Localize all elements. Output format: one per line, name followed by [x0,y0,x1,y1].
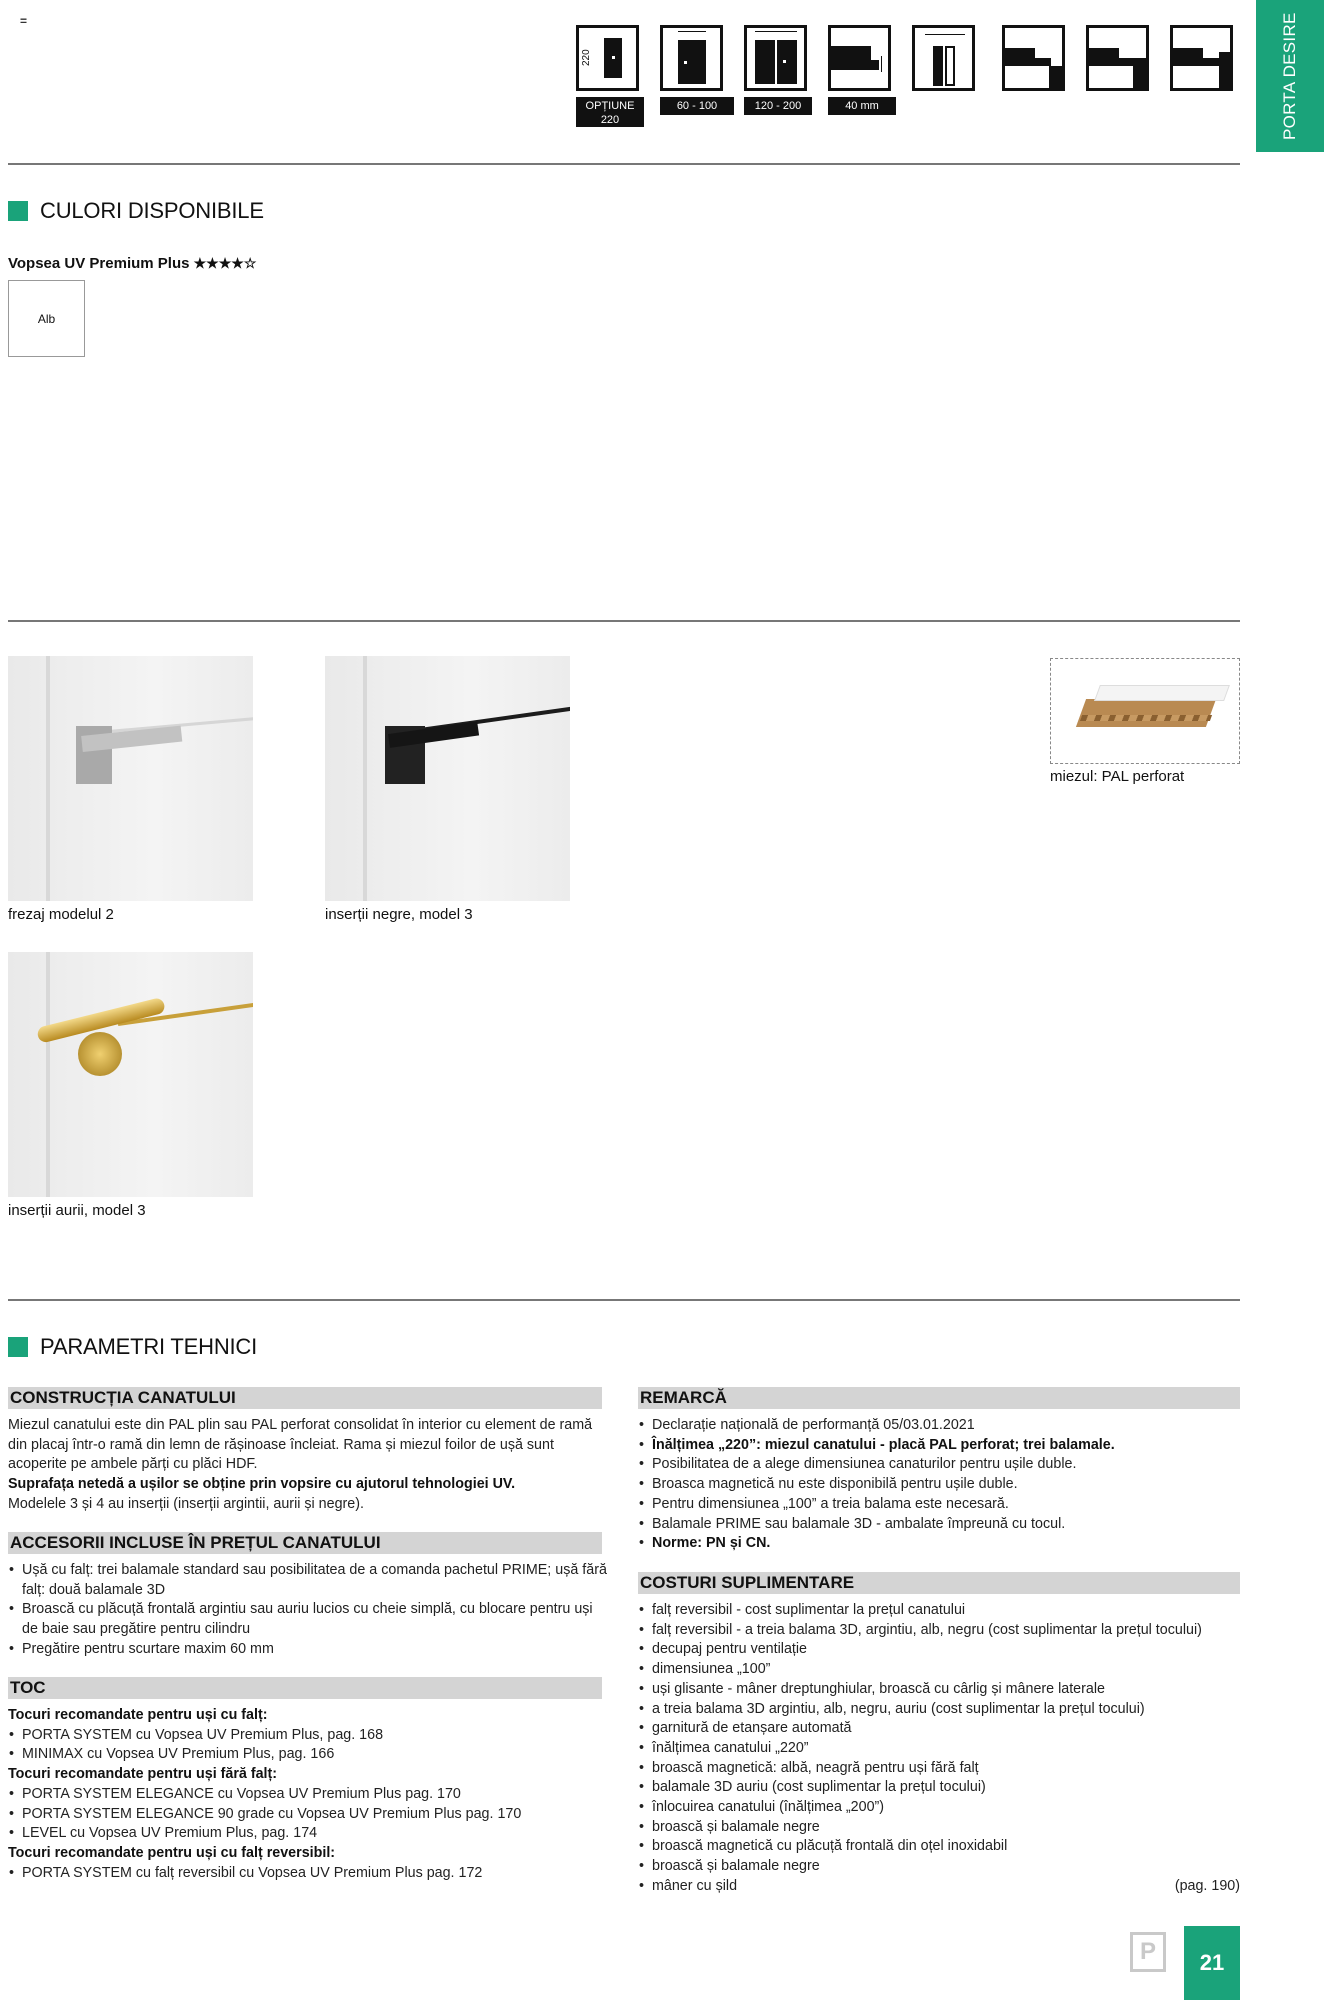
icon-caption-60-100: 60 - 100 [660,97,734,115]
finish-label: Vopsea UV Premium Plus [8,255,190,272]
constructie-text [8,1416,608,1515]
list-item: • Broasca magnetică nu este disponibilă pentru ușile duble. [638,1475,1242,1495]
icon-caption-40mm: 40 mm [828,97,896,115]
colors-section-header [8,198,264,224]
photo-frezaj-model-2 [8,656,253,901]
list-item: • Declarație națională de performanță 05/03.01.2021 [638,1416,1242,1436]
list-item: • Balamale PRIME sau balamale 3D - ambalate împreună cu tocul. [638,1515,1242,1535]
brand-logo-icon [1130,1932,1166,1972]
accesorii-list [8,1561,608,1660]
icon-caption-120-200: 120 - 200 [744,97,812,115]
rebated-door-icon [1002,25,1065,91]
toc-group-list [8,1864,608,1884]
single-door-width-icon [660,25,723,91]
caption-line: OPȚIUNE [585,100,635,112]
tech-title: PARAMETRI TEHNICI [40,1334,258,1359]
list-item: • decupaj pentru ventilație [638,1640,1242,1660]
color-swatch-alb[interactable] [8,280,85,357]
remarca-header: REMARCĂ [638,1387,1240,1409]
finish-line [8,255,256,272]
tech-section-header [8,1334,257,1360]
swatch-label: Alb [37,312,56,326]
list-item: • PORTA SYSTEM cu falț reversibil cu Vopsea UV Premium Plus pag. 172 [8,1864,608,1884]
costuri-page-ref: (pag. 190) [1174,1878,1240,1894]
list-item: • mâner cu șild [638,1877,1242,1897]
toc-group-heading: Tocuri recomandate pentru uși cu falț: [8,1707,268,1723]
caption-insertii-aurii-model-3: inserții aurii, model 3 [8,1202,146,1219]
corner-mark: = [20,14,28,28]
list-item: • garnitură de etanșare automată [638,1719,1242,1739]
side-tab [1256,0,1324,152]
icon-caption-option-220 [576,97,644,127]
caption-core: miezul: PAL perforat [1050,768,1185,785]
list-item: • Pentru dimensiunea „100” a treia balama este necesară. [638,1495,1242,1515]
list-item: • Ușă cu falț: trei balamale standard sau posibilitatea de a comanda pachetul PRIME; ușă fără falț: două balamale 3D [8,1561,608,1600]
list-item: • Broască cu plăcuță frontală argintiu sau auriu lucios cu cheie simplă, cu blocare pentru uși de baie sau pregătire pentru cilindru [8,1600,608,1639]
list-item: • PORTA SYSTEM cu Vopsea UV Premium Plus, pag. 168 [8,1726,608,1746]
logo-letter: P [1139,1938,1156,1965]
list-item: • înlocuirea canatului (înălțimea „200”) [638,1798,1242,1818]
list-item: • balamale 3D auriu (cost suplimentar la prețul tocului) [638,1778,1242,1798]
page-number-badge [1184,1926,1240,2000]
list-item: • broască magnetică: albă, neagră pentru uși fără falț [638,1759,1242,1779]
list-item: • broască și balamale negre [638,1818,1242,1838]
rating-stars-icon: ★★★★☆ [193,255,257,271]
page-number: 21 [1199,1950,1225,1975]
divider-top [8,163,1240,165]
section-square-icon [8,201,28,221]
constructie-p3: Modelele 3 și 4 au inserții (inserții argintii, aurii și negre). [8,1495,364,1512]
divider-gallery [8,620,1240,622]
caption-line: 220 [600,114,620,126]
toc-content [8,1706,608,1883]
photo-core-pal-perforat [1050,658,1240,764]
caption-frezaj-model-2: frezaj modelul 2 [8,906,114,923]
door-height-220-icon [576,25,639,91]
toc-group-list [8,1726,608,1765]
side-tab-label: PORTA DESIRE [1280,12,1299,140]
list-item: • Norme: PN și CN. [638,1534,1242,1554]
door-thickness-icon [828,25,891,91]
remarca-list [638,1416,1242,1554]
accesorii-header: ACCESORII INCLUSE ÎN PREȚUL CANATULUI [8,1532,602,1554]
double-door-width-icon [744,25,807,91]
list-item: • Posibilitatea de a alege dimensiunea canaturilor pentru ușile duble. [638,1455,1242,1475]
reversible-rebate-icon [1170,25,1233,91]
constructie-p2: Suprafața netedă a ușilor se obține prin vopsire cu ajutorul tehnologiei UV. [8,1476,516,1493]
costuri-list [638,1601,1242,1897]
list-item: • PORTA SYSTEM ELEGANCE 90 grade cu Vopsea UV Premium Plus pag. 170 [8,1805,608,1825]
toc-group-heading: Tocuri recomandate pentru uși cu falț reversibil: [8,1844,336,1861]
list-item: • falț reversibil - a treia balama 3D, argintiu, alb, negru (cost suplimentar la prețul tocului) [638,1621,1242,1641]
door-profile-icon [912,25,975,91]
height-label: 220 [581,49,592,66]
list-item: • LEVEL cu Vopsea UV Premium Plus, pag. 174 [8,1824,608,1844]
colors-title: CULORI DISPONIBILE [40,198,264,223]
costuri-header: COSTURI SUPLIMENTARE [638,1572,1240,1594]
flush-door-icon [1086,25,1149,91]
list-item: • uși glisante - mâner dreptunghiular, broască cu cârlig și mânere laterale [638,1680,1242,1700]
toc-group-heading: Tocuri recomandate pentru uși fără falț: [8,1766,278,1783]
list-item: • a treia balama 3D argintiu, alb, negru, auriu (cost suplimentar la prețul tocului) [638,1700,1242,1720]
list-item: • Înălțimea „220”: miezul canatului - placă PAL perforat; trei balamale. [638,1436,1242,1456]
constructie-p1: Miezul canatului este din PAL plin sau PAL perforat consolidat în interior cu element de ramă din placaj într-o ramă din lemn de rășinoase încleiat. Rama și miezul foilor de ușă sunt acoperite pe ambele părți cu plăci HDF. [8,1417,593,1473]
list-item: • falț reversibil - cost suplimentar la prețul canatului [638,1601,1242,1621]
list-item: • MINIMAX cu Vopsea UV Premium Plus, pag. 166 [8,1745,608,1765]
caption-insertii-negre-model-3: inserții negre, model 3 [325,906,473,923]
list-item: • broască magnetică cu plăcuță frontală din oțel inoxidabil [638,1837,1242,1857]
list-item: • înălțimea canatului „220” [638,1739,1242,1759]
list-item: • broască și balamale negre [638,1857,1242,1877]
list-item: • Pregătire pentru scurtare maxim 60 mm [8,1640,608,1660]
list-item: • PORTA SYSTEM ELEGANCE cu Vopsea UV Premium Plus pag. 170 [8,1785,608,1805]
photo-insertii-aurii-model-3 [8,952,253,1197]
section-square-icon [8,1337,28,1357]
list-item: • dimensiunea „100” [638,1660,1242,1680]
divider-tech [8,1299,1240,1301]
photo-insertii-negre-model-3 [325,656,570,901]
constructie-header: CONSTRUCȚIA CANATULUI [8,1387,602,1409]
toc-header: TOC [8,1677,602,1699]
toc-group-list [8,1785,608,1844]
